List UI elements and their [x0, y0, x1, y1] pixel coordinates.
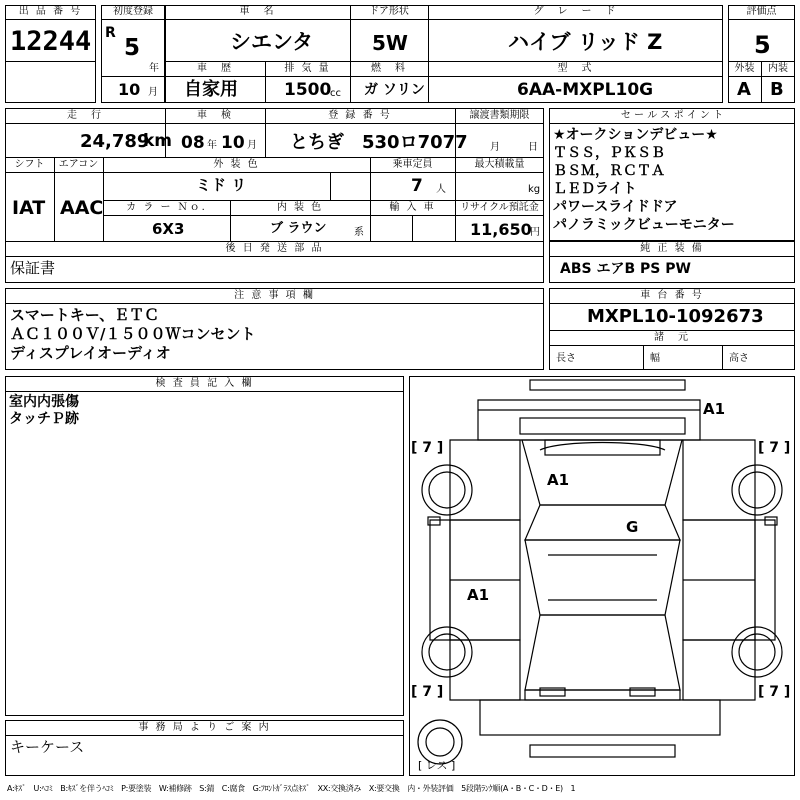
- recycle-value: 11,650: [470, 220, 532, 239]
- genuine-equipment-value: ABS エアB PS PW: [560, 261, 691, 277]
- chassis-no-value: MXPL10-1092673: [587, 306, 764, 327]
- capacity-label: 乗車定員: [392, 159, 433, 170]
- aircon-label: エアコン: [58, 159, 99, 170]
- model-value: 6AA-MXPL10G: [517, 80, 654, 100]
- km-unit: km: [143, 131, 173, 151]
- grade-label: グ レ ー ド: [533, 6, 618, 17]
- month-unit: 月: [148, 87, 158, 98]
- displacement-label: 排 気 量: [284, 63, 331, 74]
- note-item: ＡＣ１００Ｖ/１５００Ｗコンセント: [10, 325, 256, 343]
- sales-point-item: ＬＥＤライト: [553, 181, 637, 197]
- exterior-label: 外装: [734, 63, 755, 74]
- aircon-value: AAC: [60, 197, 104, 219]
- inspection-month-value: 10: [221, 133, 245, 153]
- inspector-note-item: 室内内張傷: [9, 394, 79, 410]
- ext-color-label: 外 装 色: [213, 159, 260, 170]
- yen-unit: 円: [530, 227, 540, 238]
- chassis-no-label: 車 台 番 号: [640, 290, 704, 301]
- capacity-value: 7: [411, 176, 423, 196]
- sales-point-item: ＴＳＳ，ＰＫＳＢ: [553, 145, 665, 161]
- genuine-equipment-label: 純 正 装 備: [640, 243, 704, 254]
- first-reg-label: 初度登録: [113, 6, 153, 17]
- office-info-value: キーケース: [10, 738, 85, 756]
- interior-value: B: [770, 79, 784, 100]
- sales-point-item: ★オークションデビュー★: [553, 127, 718, 143]
- reg-no-label: 登 録 番 号: [328, 110, 392, 121]
- grade-value: ハイブ リッド Z: [508, 30, 663, 54]
- int-color-value: ブ ラウン: [270, 221, 327, 236]
- color-no-label: カ ラ ー Ｎｏ.: [126, 202, 207, 213]
- car-name-label: 車 名: [239, 6, 276, 17]
- score-value: 5: [754, 31, 771, 59]
- note-item: スマートキー、ＥＴＣ: [10, 306, 160, 324]
- door-value: 5W: [372, 31, 408, 55]
- mileage-label: 走 行: [67, 110, 103, 121]
- score-label: 評価点: [746, 6, 777, 17]
- tire-mark-front-left: [ 7 ]: [411, 440, 444, 456]
- damage-mark-left-door: A1: [467, 586, 490, 604]
- inspection-label: 車 検: [197, 110, 233, 121]
- damage-mark-hood: A1: [547, 471, 570, 489]
- deadline-month-unit: 月: [490, 142, 500, 153]
- first-reg-year-value: 5: [124, 35, 141, 61]
- displacement-value: 1500: [284, 80, 332, 100]
- specs-label: 諸 元: [654, 332, 690, 343]
- fuel-label: 燃 料: [371, 63, 407, 74]
- sales-point-item: ＢＳＭ，ＲＣＴＡ: [553, 163, 665, 179]
- shift-label: シフト: [14, 159, 45, 170]
- inspector-notes-label: 検 査 員 記 入 欄: [155, 378, 254, 389]
- sales-point-item: パノラミックビューモニター: [553, 217, 735, 233]
- door-label: ドア形状: [369, 6, 409, 17]
- reg-no-value: とちぎ 530ロ7077: [290, 132, 468, 153]
- recycle-label: リサイクル預託金: [460, 202, 539, 213]
- shift-value: IAT: [12, 197, 46, 219]
- history-value: 自家用: [184, 79, 238, 100]
- int-color-label: 内 装 色: [276, 202, 324, 213]
- inspection-year-value: 08: [181, 133, 205, 153]
- tire-mark-front-right: [ 7 ]: [758, 440, 791, 456]
- tire-mark-rear-left: [ 7 ]: [411, 684, 444, 700]
- year-unit: 年: [149, 63, 159, 74]
- kg-unit: kg: [528, 184, 541, 195]
- cc-unit: cc: [330, 88, 341, 99]
- damage-mark-windshield: G: [626, 518, 639, 536]
- height-label: 高さ: [729, 353, 749, 364]
- legend: A:ｷｽﾞ U:ﾍｺﾐ B:ｷｽﾞを伴うﾍｺﾐ P:要塗装 W:補修跡 S:錆 C:腐食 G:ﾌﾛﾝﾄｶﾞﾗｽ点ｷｽﾞ XX:交換済み X:要交換 内・外装評価 5段階ﾗﾝｸ順(A・B・C・D・E) 1: [7, 784, 576, 793]
- fuel-value: ガ ソリン: [364, 82, 425, 98]
- width-label: 幅: [650, 353, 660, 364]
- spare-mark: [ レス ]: [418, 759, 456, 772]
- ext-color-value: ミド リ: [196, 176, 247, 194]
- sales-points-label: セ ー ル ス ポ イ ン ト: [620, 110, 724, 121]
- transfer-deadline-label: 譲渡書類期限: [469, 110, 530, 121]
- interior-label: 内装: [768, 63, 788, 74]
- persons-unit: 人: [436, 184, 446, 195]
- inspector-note-item: タッチＰ跡: [9, 411, 79, 427]
- note-item: ディスプレイオーディオ: [10, 344, 171, 362]
- sales-point-item: パワースライドドア: [553, 199, 678, 215]
- color-no-value: 6X3: [152, 220, 185, 238]
- length-label: 長さ: [556, 353, 576, 364]
- max-load-label: 最大積載量: [474, 159, 525, 170]
- exterior-value: A: [737, 79, 751, 100]
- first-reg-month-value: 10: [118, 80, 141, 99]
- inspection-month-unit: 月: [247, 140, 257, 151]
- later-parts-value: 保証書: [10, 259, 56, 277]
- car-name-value: シエンタ: [230, 30, 314, 54]
- import-label: 輸 入 車: [389, 202, 436, 213]
- damage-mark-front-right: A1: [703, 400, 726, 418]
- mileage-value: 24,789: [80, 131, 150, 152]
- later-parts-label: 後 日 発 送 部 品: [225, 243, 324, 254]
- model-label: 型 式: [557, 63, 594, 74]
- history-label: 車 歴: [197, 63, 233, 74]
- era-value: R: [105, 25, 116, 41]
- lot-no-value: 12244: [10, 26, 92, 57]
- notes-label: 注 意 事 項 欄: [234, 290, 315, 301]
- lot-no-label: 出 品 番 号: [18, 6, 83, 17]
- tire-mark-rear-right: [ 7 ]: [758, 684, 791, 700]
- kei-unit: 系: [354, 227, 364, 238]
- deadline-day-unit: 日: [528, 142, 538, 153]
- office-info-label: 事 務 局 よ り ご 案 内: [138, 722, 271, 733]
- inspection-year-unit: 年: [207, 140, 217, 151]
